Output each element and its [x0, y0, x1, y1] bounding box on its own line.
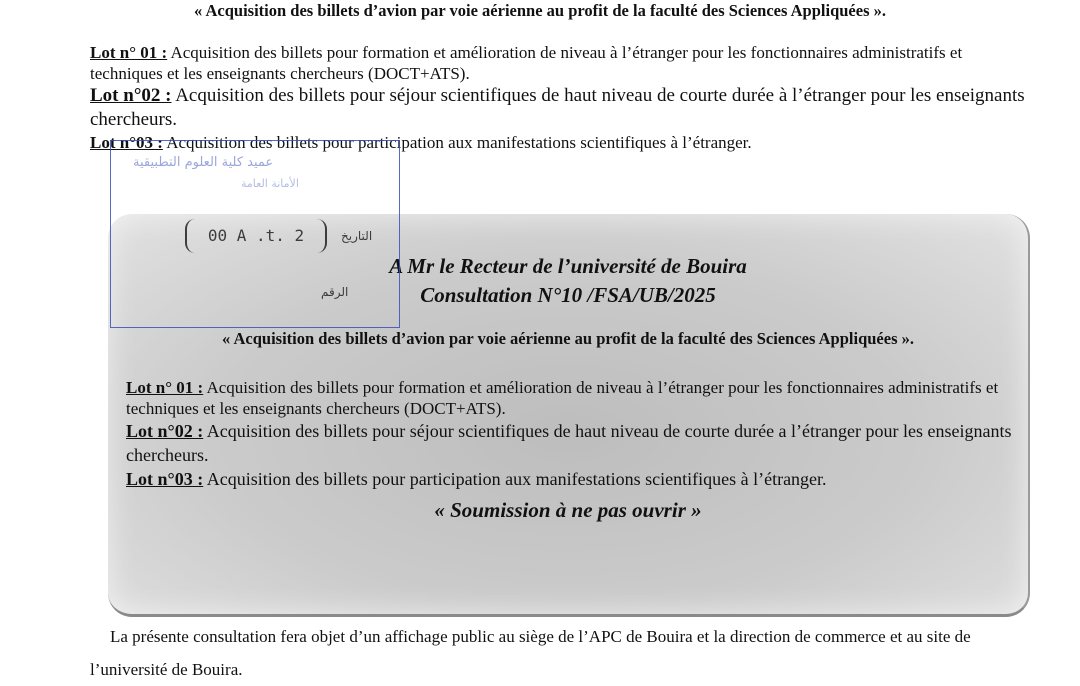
lot-label: Lot n°03 : [90, 133, 163, 152]
stamp-number-label: الرقم [321, 285, 349, 299]
stamp-arabic-header: عميد كلية العلوم التطبيقية [133, 155, 274, 170]
lot-label: Lot n° 01 : [90, 43, 168, 62]
stamp-date: 00 A .t. 2 [185, 219, 327, 253]
lot-item [126, 419, 1016, 467]
lot-text: Acquisition des billets pour participation aux manifestations scientifiques à l’étranger. [203, 469, 827, 489]
lot-text: Acquisition des billets pour formation et amélioration de niveau à l’étranger pour les fonctionnaires administratifs et techniques et les enseignants chercheurs (DOCT+ATS). [90, 43, 963, 83]
envelope-do-not-open-note: « Soumission à ne pas ouvrir » [434, 498, 702, 522]
envelope-title: « Acquisition des billets d’avion par voie aérienne au profit de la faculté des Sciences Appliquées ». [222, 329, 914, 348]
reception-stamp [110, 140, 400, 328]
lot-label: Lot n° 01 : [126, 378, 204, 397]
lot-item [126, 377, 1016, 419]
lot-text: Acquisition des billets pour séjour scientifiques de haut niveau de courte durée a l’étranger pour les enseignants chercheurs. [126, 421, 1012, 465]
stamp-date-label: التاريخ [341, 229, 373, 243]
closing-paragraph [90, 620, 1030, 686]
closing-text: La présente consultation fera objet d’un affichage public au siège de l’APC de Bouira et la direction de commerce et au site de l’université de Bouira. [90, 627, 971, 679]
envelope-consultation-number: Consultation N°10 /FSA/UB/2025 [420, 283, 716, 307]
lots-list [90, 42, 1030, 153]
lot-item [90, 42, 1030, 84]
envelope-lots-list [126, 377, 1016, 491]
lot-label: Lot n°03 : [126, 469, 204, 489]
envelope-recipient: A Mr le Recteur de l’université de Bouira [389, 254, 747, 278]
stamp-arabic-subheader: الأمانة العامة [241, 177, 299, 190]
lot-text: Acquisition des billets pour séjour scientifiques de haut niveau de courte durée à l’étranger pour les enseignants chercheurs. [90, 85, 1025, 130]
lot-label: Lot n°02 : [90, 85, 172, 106]
lot-item [126, 467, 1016, 491]
lot-text: Acquisition des billets pour participation aux manifestations scientifiques à l’étranger. [162, 133, 752, 152]
lot-text: Acquisition des billets pour formation et amélioration de niveau à l’étranger pour les fonctionnaires administratifs et techniques et les enseignants chercheurs (DOCT+ATS). [126, 378, 999, 418]
document-title: « Acquisition des billets d’avion par voie aérienne au profit de la faculté des Sciences Appliquées ». [194, 1, 886, 20]
lot-item [90, 84, 1030, 132]
lot-label: Lot n°02 : [126, 421, 204, 441]
